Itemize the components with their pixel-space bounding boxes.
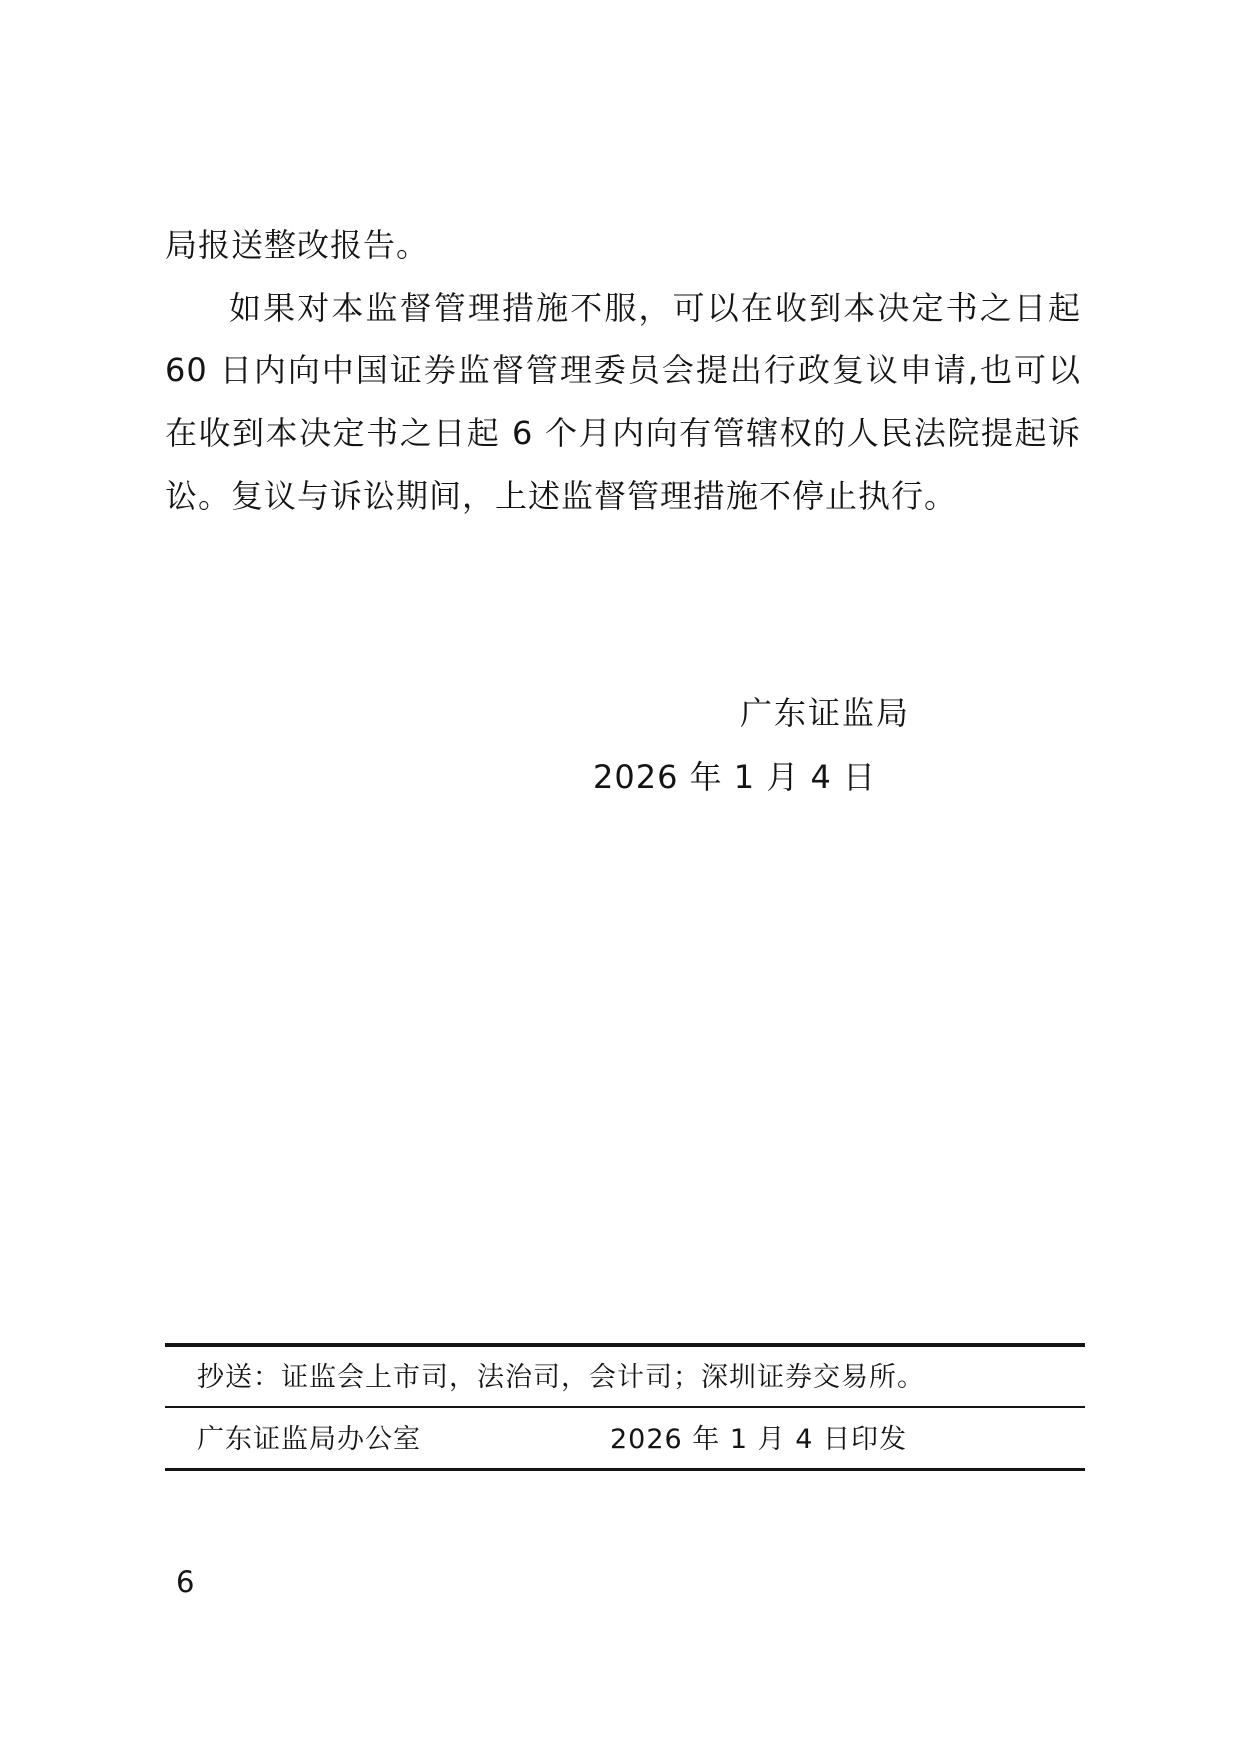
body-line: 在收到本决定书之日起 6 个月内向有管辖权的人民法院提起诉 bbox=[165, 414, 1081, 452]
page-number: 6 bbox=[176, 1565, 195, 1599]
footer-issue-date: 2026 年 1 月 4 日印发 bbox=[610, 1424, 907, 1455]
body-line: 讼。复议与诉讼期间，上述监督管理措施不停止执行。 bbox=[165, 477, 958, 515]
footer-cc-line: 抄送：证监会上市司，法治司，会计司；深圳证券交易所。 bbox=[197, 1362, 925, 1393]
footer-divider-middle bbox=[165, 1406, 1085, 1408]
body-line: 60 日内向中国证券监督管理委员会提出行政复议申请,也可以 bbox=[165, 351, 1081, 389]
body-line: 如果对本监督管理措施不服，可以在收到本决定书之日起 bbox=[229, 289, 1081, 327]
footer-issuer-office: 广东证监局办公室 bbox=[197, 1424, 421, 1455]
footer-divider-top bbox=[165, 1343, 1085, 1347]
footer-divider-bottom bbox=[165, 1468, 1085, 1471]
signature-organization: 广东证监局 bbox=[739, 694, 910, 732]
signature-date: 2026 年 1 月 4 日 bbox=[593, 758, 877, 796]
body-line: 局报送整改报告。 bbox=[165, 226, 430, 264]
